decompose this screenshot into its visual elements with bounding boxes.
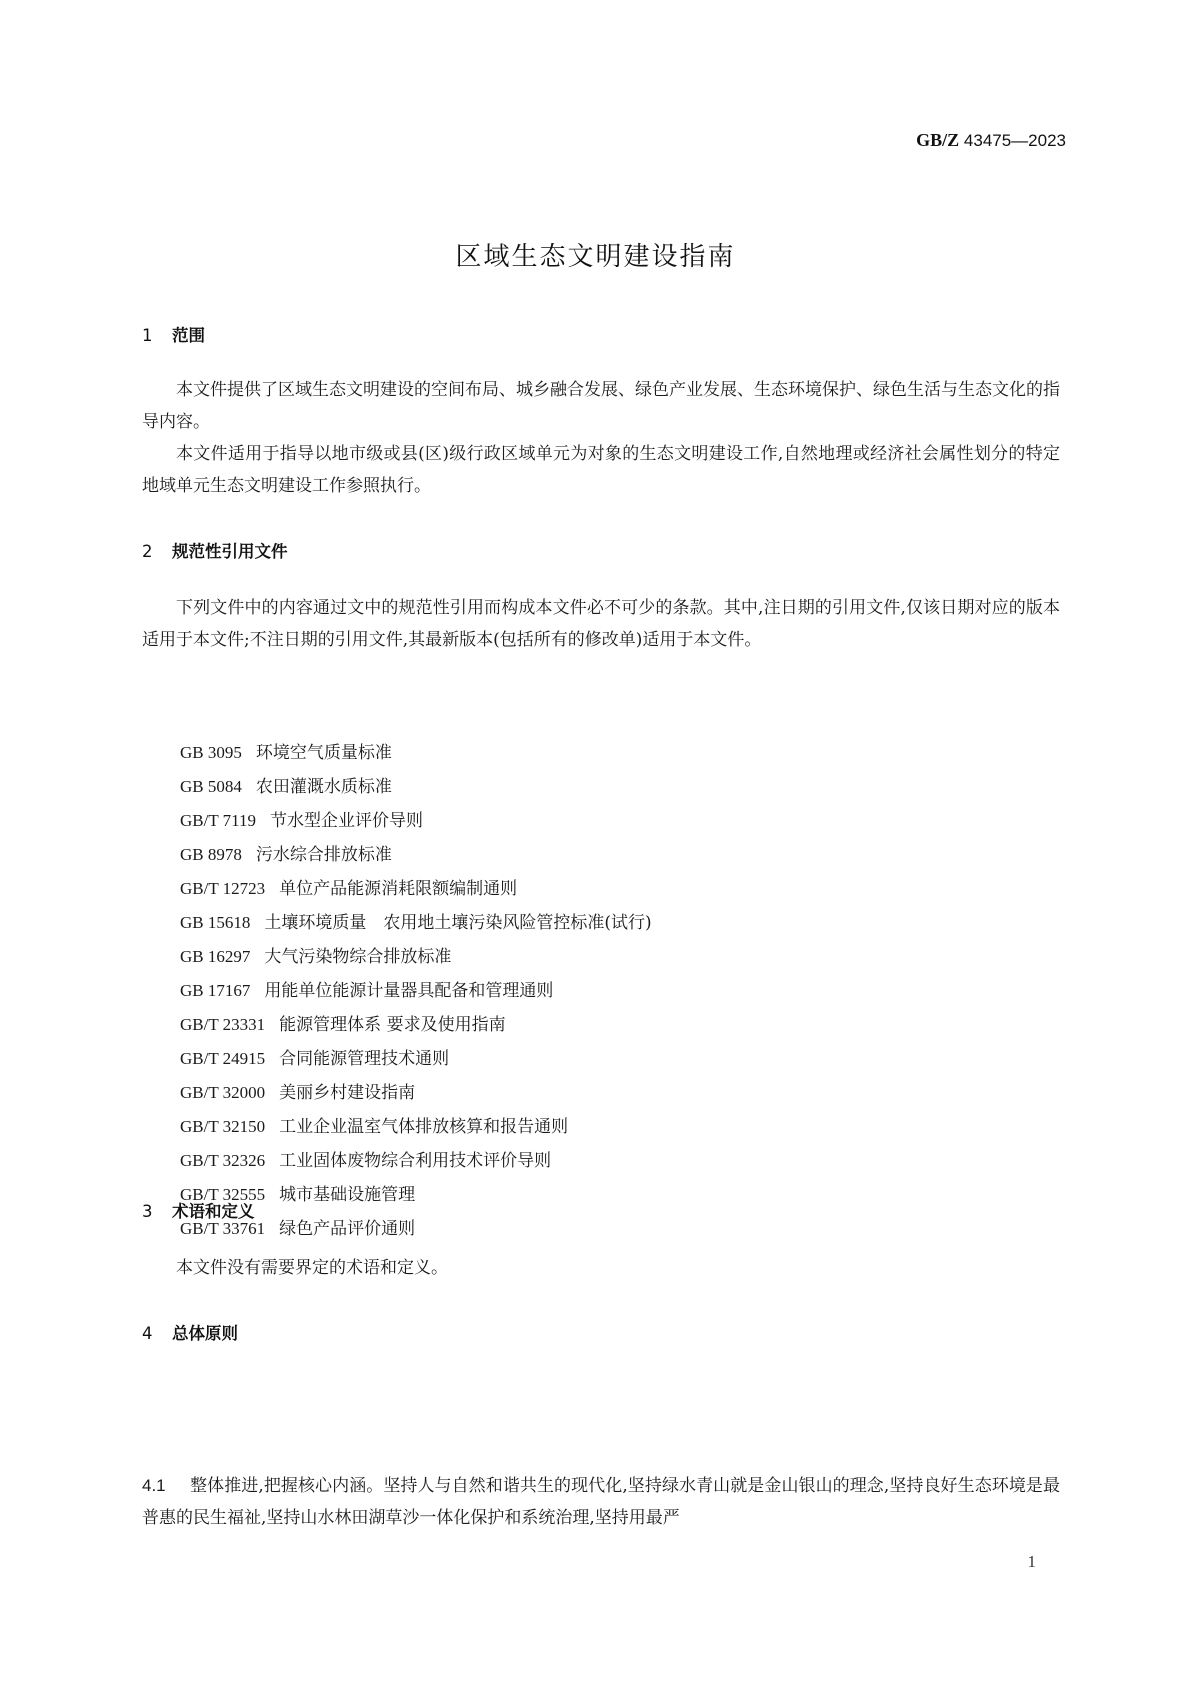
reference-title: 污水综合排放标准 xyxy=(255,845,392,865)
reference-item xyxy=(180,872,652,906)
section-1-heading xyxy=(142,322,205,346)
reference-code: GB/T 24915 xyxy=(180,1049,266,1068)
page-number: 1 xyxy=(1027,1552,1036,1571)
reference-title: 环境空气质量标准 xyxy=(255,743,392,763)
reference-title: 农田灌溉水质标准 xyxy=(255,777,392,797)
reference-title: 节水型企业评价导则 xyxy=(270,811,424,831)
reference-code: GB 15618 xyxy=(180,913,251,932)
reference-code: GB/T 12723 xyxy=(180,879,266,898)
reference-item xyxy=(180,1076,652,1110)
reference-code: GB 3095 xyxy=(180,743,242,762)
section-4-heading xyxy=(142,1320,238,1344)
document-title: 区域生态文明建设指南 xyxy=(455,242,736,272)
reference-code: GB 17167 xyxy=(180,981,251,1000)
section-title: 术语和定义 xyxy=(172,1202,255,1221)
reference-title: 工业企业温室气体排放核算和报告通则 xyxy=(279,1117,569,1137)
reference-code: GB/T 32555 xyxy=(180,1185,266,1204)
reference-item xyxy=(180,906,652,940)
reference-code: GB 5084 xyxy=(180,777,242,796)
reference-title: 用能单位能源计量器具配备和管理通则 xyxy=(264,981,554,1001)
reference-code: GB/T 33761 xyxy=(180,1219,266,1238)
standard-number: 43475—2023 xyxy=(963,131,1066,150)
section-3-heading xyxy=(142,1198,255,1222)
reference-title: 合同能源管理技术通则 xyxy=(279,1049,450,1069)
section-3-paragraph-1: 本文件没有需要界定的术语和定义。 xyxy=(176,1258,448,1278)
standard-prefix: GB/Z xyxy=(916,130,960,150)
reference-code: GB/T 32326 xyxy=(180,1151,266,1170)
section-title: 总体原则 xyxy=(172,1324,238,1343)
reference-code: GB/T 7119 xyxy=(180,811,257,830)
section-number: 2 xyxy=(142,542,153,561)
reference-item xyxy=(180,1110,652,1144)
section-2-heading xyxy=(142,538,288,562)
section-number: 3 xyxy=(142,1202,153,1221)
reference-title: 单位产品能源消耗限额编制通则 xyxy=(279,879,518,899)
reference-title: 土壤环境质量 农用地土壤污染风险管控标准(试行) xyxy=(264,913,652,933)
reference-title: 大气污染物综合排放标准 xyxy=(264,947,452,967)
reference-title: 工业固体废物综合利用技术评价导则 xyxy=(279,1151,552,1171)
normative-references-list xyxy=(180,736,652,1246)
reference-code: GB 16297 xyxy=(180,947,251,966)
section-1-paragraph-2: 本文件适用于指导以地市级或县(区)级行政区域单元为对象的生态文明建设工作,自然地理或经济社会属性划分的特定地域单元生态文明建设工作参照执行。 xyxy=(142,444,1060,496)
reference-code: GB/T 32000 xyxy=(180,1083,266,1102)
reference-title: 美丽乡村建设指南 xyxy=(279,1083,416,1103)
standard-code xyxy=(916,130,1066,151)
reference-title: 城市基础设施管理 xyxy=(279,1185,416,1205)
clause-4-1 xyxy=(142,1470,1060,1534)
reference-item xyxy=(180,804,652,838)
reference-code: GB/T 23331 xyxy=(180,1015,266,1034)
reference-code: GB 8978 xyxy=(180,845,242,864)
reference-code: GB/T 32150 xyxy=(180,1117,266,1136)
reference-item xyxy=(180,940,652,974)
reference-title: 能源管理体系 要求及使用指南 xyxy=(279,1015,506,1035)
reference-title: 绿色产品评价通则 xyxy=(279,1219,416,1239)
reference-item xyxy=(180,974,652,1008)
section-2-paragraph-1: 下列文件中的内容通过文中的规范性引用而构成本文件必不可少的条款。其中,注日期的引用文件,仅该日期对应的版本适用于本文件;不注日期的引用文件,其最新版本(包括所有的修改单)适用于本文件。 xyxy=(142,598,1060,650)
reference-item xyxy=(180,770,652,804)
reference-item xyxy=(180,1008,652,1042)
clause-text: 整体推进,把握核心内涵。坚持人与自然和谐共生的现代化,坚持绿水青山就是金山银山的理念,坚持良好生态环境是最普惠的民生福祉,坚持山水林田湖草沙一体化保护和系统治理,坚持用最严 xyxy=(142,1476,1060,1528)
reference-item xyxy=(180,838,652,872)
section-title: 范围 xyxy=(172,326,205,345)
reference-item xyxy=(180,736,652,770)
reference-item xyxy=(180,1144,652,1178)
clause-number: 4.1 xyxy=(142,1476,166,1495)
section-title: 规范性引用文件 xyxy=(172,542,288,561)
section-1-paragraph-1: 本文件提供了区域生态文明建设的空间布局、城乡融合发展、绿色产业发展、生态环境保护、绿色生活与生态文化的指导内容。 xyxy=(142,380,1060,432)
section-number: 4 xyxy=(142,1324,153,1343)
reference-item xyxy=(180,1042,652,1076)
section-number: 1 xyxy=(142,326,153,345)
